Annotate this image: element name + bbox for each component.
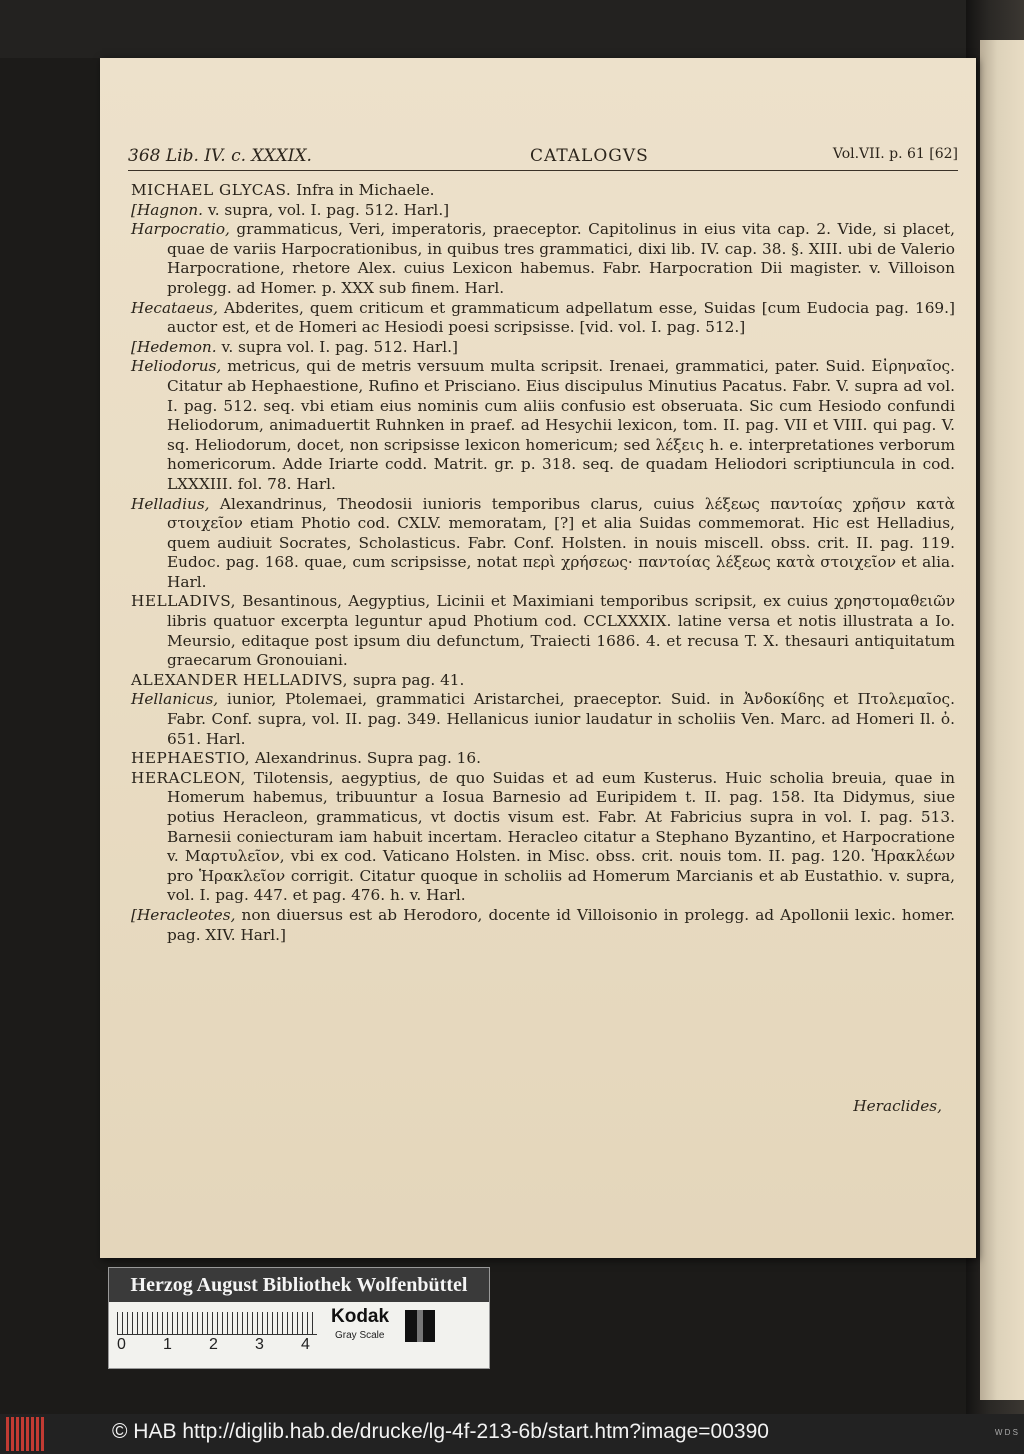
catalogue-entry [131,906,955,945]
entry-text: Besantinous, Aegyptius, Licinii et Maximiani temporibus scripsit, ex cuius χρηστομαθειῶν libris quatuor excerpta leguntur apud Photium cod. CCLXXXIX. latine versa et notis illustrata a Io. Meursio, editaque post ipsum diu defunctum, Traiecti 1686. 4. et recusa T. X. thesauri antiquitatum graecarum Gronouiani. [167,592,955,670]
catalogue-entry [131,592,955,670]
entry-heading: [Heracleotes, [131,905,236,924]
entry-heading: Harpocratio, [131,220,230,239]
catalogue-entry [131,201,955,221]
entry-text: Abderites, quem criticum et grammaticum adpellatum esse, Suidas [cum Eudocia pag. 169.] auctor est, et de Homeri ac Hesiodi poesi scripsisse. [vid. vol. I. pag. 512.] [167,298,955,337]
footer-mark: W D S [994,1428,1018,1437]
kodak-logo: Kodak [331,1306,390,1327]
running-title: CATALOGVS [530,146,649,166]
catalogue-entry [131,338,955,358]
page-number: 368 [128,146,161,166]
entry-text: grammaticus, Veri, imperatoris, praeceptor. Capitolinus in eius vita cap. 2. Vide, si placet, quae de variis Harpocrationibus, in quibus tres grammatici, dixi lib. IV. cap. 38. §. XIII. ubi de Valerio Harpocratione, rhetore Alex. cuius Lexicon habemus. Fabr. Harpocration Dii magister. v. Villoison prolegg. ad Homer. p. XXX sub finem. Harl. [167,220,955,297]
volume-reference: Vol.VII. p. 61 [62] [832,146,958,162]
entry-text: supra pag. 41. [347,670,465,689]
entry-heading: [Hagnon. [131,200,203,219]
running-head [128,146,958,170]
entry-text: iunior, Ptolemaei, grammatici Aristarchei, praeceptor. Suid. in Ἀνδοκίδης et Πτολεμαῖος. Fabr. Conf. supra, vol. II. pag. 349. Hellanicus iunior laudatur in scholiis Ven. Marc. ad Homeri Il. ὀ. 651. Harl. [167,690,955,748]
entry-text: Alexandrinus, Theodosii iunioris temporibus clarus, cuius λέξεως παντοίας χρῆσιν κατὰ στοιχεῖον etiam Photio cod. CXLV. memoratam, [?] et alia Suidas commemorat. Hic est Helladius, quem audiuit Socrates, Scholasticus. Fabr. Conf. Holsten. in nouis miscell. obss. crit. II. pag. 119. Eudoc. pag. 168. quae, cum scripsisse, notat περὶ χρήσεως· παντοίας λέξεως κατὰ στοιχεῖον et alia. Harl. [167,494,955,591]
scan-background-top [0,0,1024,58]
catalogue-entry [131,690,955,749]
entry-heading: ALEXANDER HELLADIVS, [131,670,348,689]
catchword: Heraclides, [853,1097,942,1115]
catalogue-entry [131,181,955,201]
entry-text: Infra in Michaele. [291,181,435,199]
ruler-number: 2 [209,1336,218,1353]
header-rule [128,170,958,171]
catalogue-entry [131,769,955,906]
entry-text: v. supra vol. I. pag. 512. Harl.] [216,337,458,356]
entry-heading: Helladius, [131,494,210,513]
book-reference: Lib. IV. c. XXXIX. [165,146,312,166]
footer-bar [0,1414,1024,1454]
entry-text: metricus, qui de metris versuum multa scripsit. Irenaei, grammatici, pater. Suid. Εἰρηναῖος. Citatur ab Hephaestione, Rufino et Prisciano. Eius discipulus Minutius Pacatus. Fabr. V. supra ad vol. I. pag. 512. seq. vbi etiam eius nominis cum aliis confusio est obseruata. Sic cum Hesiodo confundi Heliodorum, animaduertit Ruhnken in praef. ad Hesychii lexicon, tom. II. pag. VII et VIII. qui pag. V. sq. Heliodorum, docet, non scripsisse lexicon homericum; sed λέξεις h. e. interpretationes verborum homericorum. Adde Iriarte codd. Matrit. gr. p. 318. seq. de quadam Heliodori scriptiuncula in cod. LXXXIII. fol. 78. Harl. [167,357,955,493]
entry-heading: [Hedemon. [131,337,217,356]
entry-text: v. supra, vol. I. pag. 512. Harl.] [203,200,450,219]
entry-heading: Hellanicus, [131,690,219,709]
catalogue-entry [131,220,955,298]
page-number-and-book [128,146,312,166]
color-calibration-card [108,1267,490,1369]
entry-text: non diuersus est ab Herodoro, docente id Villoisonio in prolegg. ad Apollonii lexic. homer. pag. XIV. Harl.] [167,905,955,944]
ruler-number: 3 [255,1336,264,1353]
entry-heading: Hecataeus, [131,298,218,317]
entry-text: Alexandrinus. Supra pag. 16. [250,749,481,768]
catalogue-entry [131,671,955,691]
catalogue-entry [131,749,955,769]
entry-heading: HERACLEON, [131,768,246,787]
ruler-number: 0 [117,1336,126,1353]
scale-ruler [117,1312,317,1335]
entry-heading: HELLADIVS, [131,592,237,611]
ruler-number: 4 [301,1336,310,1353]
entry-heading: Heliodorus, [131,357,222,376]
catalogue-text [131,181,955,945]
catalogue-entry [131,495,955,593]
entry-heading: MICHAEL GLYCAS. [131,181,292,199]
library-name: Herzog August Bibliothek Wolfenbüttel [109,1268,489,1302]
catalogue-entry [131,299,955,338]
catalogue-entry [131,357,955,494]
ruler-number: 1 [163,1336,172,1353]
gray-swatch [405,1310,435,1342]
hab-logo-icon [6,1417,46,1451]
entry-heading: HEPHAESTIO, [131,749,251,768]
copyright-url[interactable]: © HAB http://diglib.hab.de/drucke/lg-4f-213-6b/start.htm?image=00390 [112,1420,769,1443]
facing-page-edge [980,40,1024,1400]
entry-text: Tilotensis, aegyptius, de quo Suidas et ad eum Kusterus. Huic scholia breuia, quae in Homerum habemus, tribuuntur a Iosua Barnesio ad Euripidem t. II. pag. 158. Ita Didymus, siue potius Heracleon, grammaticus, vt doctis visum est. Fabr. At Fabricius supra in vol. I. pag. 513. Barnesii coniecturam iam habuit incertam. Heracleo citatur a Stephano Byzantino, et Harpocratione v. Μαρτυλεῖον, vbi ex cod. Vaticano Holsten. in Misc. obss. crit. nouis tom. II. pag. 120. Ἡρακλέων pro Ἡρακλεῖον corrigit. Citatur quoque in scholiis ad Homerum Marcianis et ab Eustathio. v. supra, vol. I. pag. 447. et pag. 476. h. v. Harl. [167,768,955,905]
gray-scale-label: Gray Scale [335,1330,385,1341]
